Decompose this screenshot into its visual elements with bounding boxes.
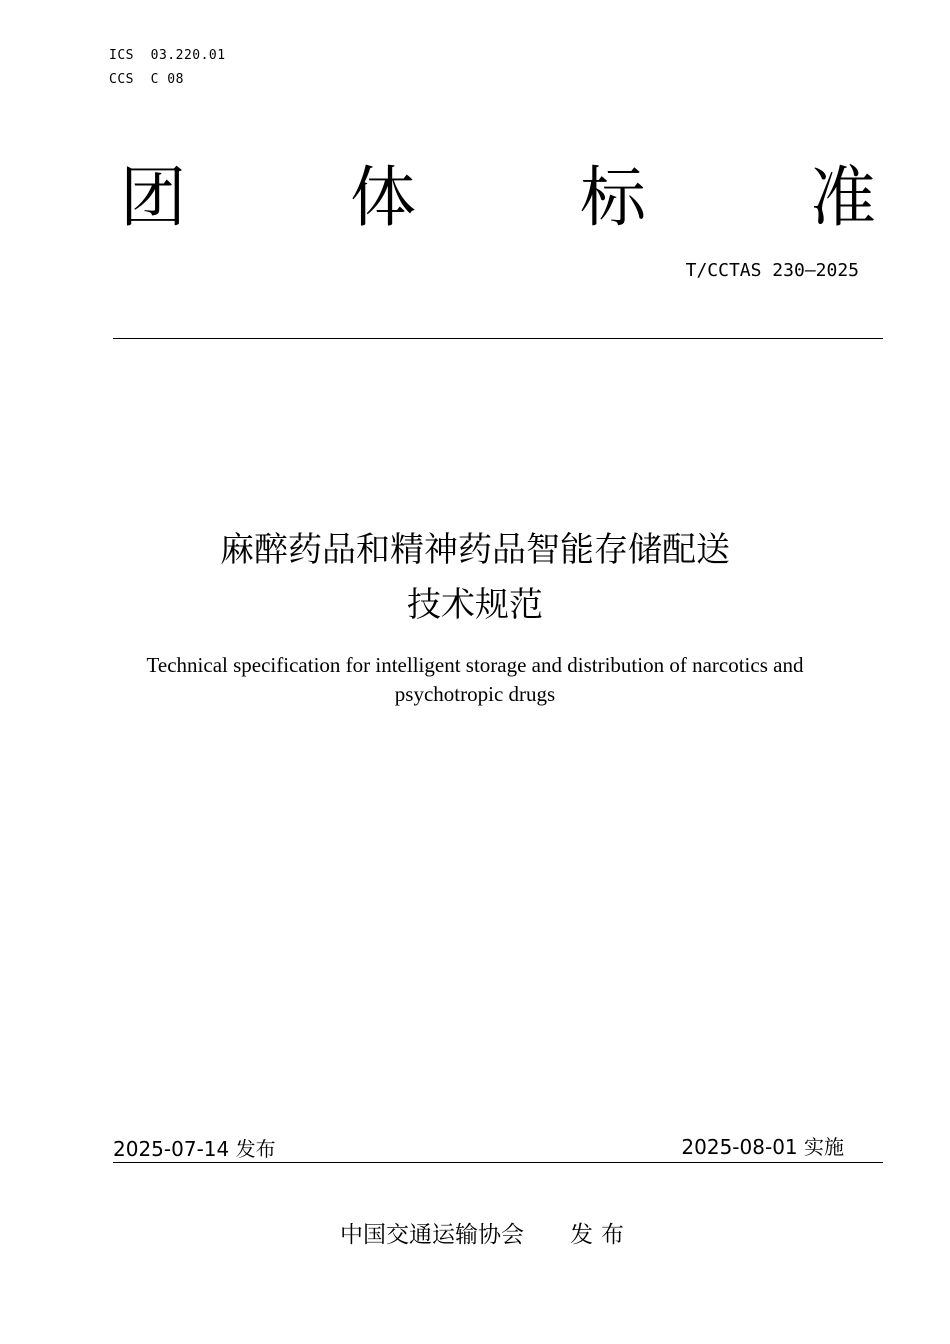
ics-code: ICS 03.220.01: [109, 48, 226, 63]
standard-type-char-1: 团: [120, 159, 186, 236]
chinese-title-line-2: 技术规范: [407, 585, 543, 625]
english-title: Technical specification for intelligent storage and distribution of narcotics and psychotropic drugs: [146, 653, 804, 706]
standard-type-char-3: 标: [580, 159, 646, 236]
ccs-code: CCS C 08: [109, 72, 184, 87]
standard-type-heading: [113, 158, 883, 238]
implementation-date: 2025-08-01 实施: [681, 1135, 844, 1159]
standard-code: T/CCTAS 230—2025: [685, 260, 859, 281]
standard-type-char-2: 体: [350, 159, 416, 236]
issue-date: 2025-07-14 发布: [113, 1137, 276, 1161]
bottom-divider: [113, 1162, 883, 1163]
top-divider: [113, 338, 883, 339]
publish-label: 发布: [570, 1222, 632, 1248]
publisher-name: 中国交通运输协会: [340, 1222, 524, 1248]
standard-type-char-4: 准: [810, 159, 876, 236]
chinese-title-line-1: 麻醉药品和精神药品智能存储配送: [220, 530, 730, 570]
